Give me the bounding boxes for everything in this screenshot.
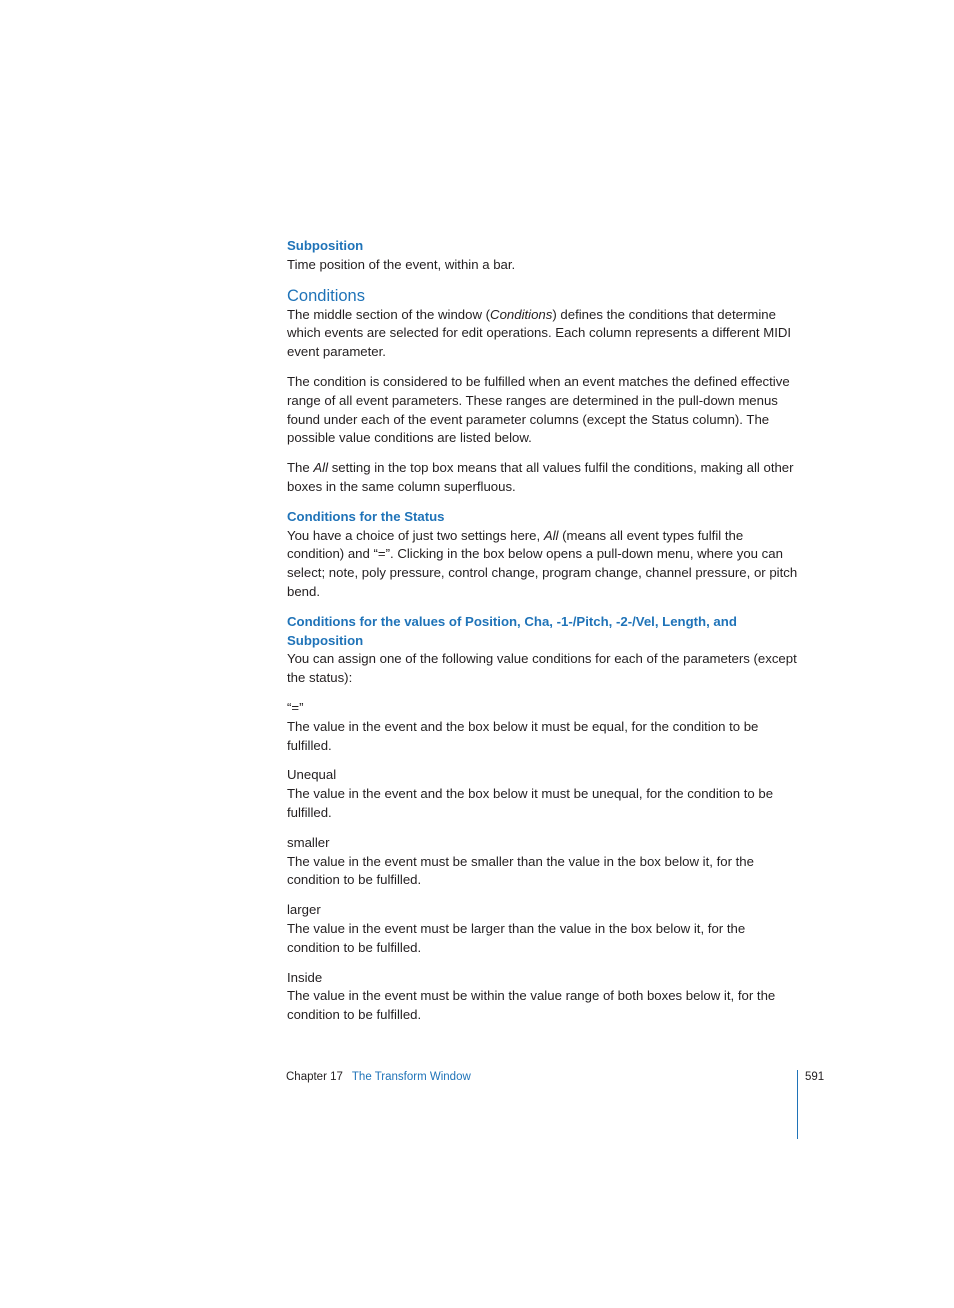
footer-chapter bbox=[286, 1069, 471, 1085]
term-inside: Inside bbox=[287, 969, 323, 985]
term-unequal-desc: The value in the event and the box below it must be unequal, for the condition to be fulfilled. bbox=[287, 786, 774, 820]
values-intro: You can assign one of the following value conditions for each of the parameters (except the status): bbox=[287, 651, 797, 686]
term-inside-desc: The value in the event must be within the value range of both boxes below it, for the condition to be fulfilled. bbox=[287, 988, 776, 1023]
footer-chapter-title: The Transform Window bbox=[351, 1071, 471, 1083]
conditions-paragraph-1: The middle section of the window (Conditions) defines the conditions that determine which events are selected for edit operations. Each column represents a different MIDI event parameter. bbox=[287, 306, 792, 360]
heading-conditions-status: Conditions for the Status bbox=[287, 508, 445, 524]
heading-conditions-values: Conditions for the values of Position, Cha, -1-/Pitch, -2-/Vel, Length, and Subposition bbox=[287, 613, 737, 648]
conditions-paragraph-2: The condition is considered to be fulfilled when an event matches the defined effective range of all event parameters. These ranges are determined in the pull-down menus found under each of the event parameter columns (except the Status column). The possible value conditions are listed below. bbox=[287, 373, 790, 446]
term-larger: larger bbox=[287, 902, 321, 918]
page-number: 591 bbox=[805, 1071, 825, 1083]
footer-divider bbox=[797, 1070, 798, 1139]
term-equal: “=” bbox=[287, 699, 304, 715]
term-equal-desc: The value in the event and the box below it must be equal, for the condition to be fulfilled. bbox=[287, 718, 759, 753]
footer-chapter-number: Chapter 17 bbox=[286, 1071, 343, 1083]
conditions-paragraph-3: The All setting in the top box means that all values fulfil the conditions, making all other boxes in the same column superfluous. bbox=[287, 460, 794, 494]
term-larger-desc: The value in the event must be larger than the value in the box below it, for the condition to be fulfilled. bbox=[287, 920, 746, 955]
term-smaller: smaller bbox=[287, 834, 330, 850]
status-paragraph: You have a choice of just two settings here, All (means all event types fulfil the condition) and “=”. Clicking in the box below opens a pull-down menu, where you can select; note, poly pressure, control change, program change, channel pressure, or pitch bend. bbox=[287, 527, 798, 599]
page-content bbox=[287, 237, 799, 1025]
term-unequal: Unequal bbox=[287, 767, 337, 783]
heading-conditions: Conditions bbox=[287, 286, 365, 305]
term-smaller-desc: The value in the event must be smaller than the value in the box below it, for the condition to be fulfilled. bbox=[287, 853, 754, 888]
heading-subposition: Subposition bbox=[287, 238, 364, 253]
subposition-text: Time position of the event, within a bar. bbox=[287, 256, 516, 272]
